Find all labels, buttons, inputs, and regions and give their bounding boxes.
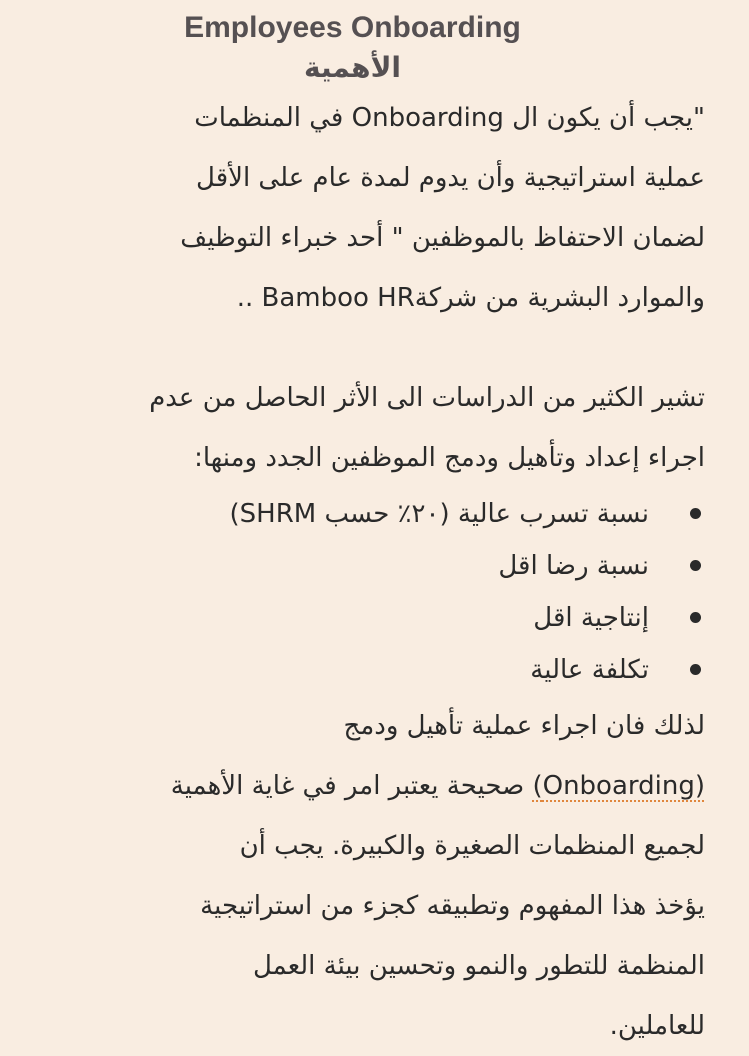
paragraph-gap — [40, 328, 705, 368]
conclusion-paragraph — [40, 696, 705, 1056]
bullet-dot-icon — [690, 664, 701, 675]
note-body[interactable] — [40, 8, 705, 1056]
bullet-dot-icon — [690, 560, 701, 571]
quote-line: لضمان الاحتفاظ بالموظفين " أحد خبراء التوظيف — [180, 223, 705, 253]
bullet-list — [40, 488, 705, 696]
bullet-text: نسبة تسرب عالية (٢٠٪ حسب SHRM) — [229, 499, 649, 529]
bullet-text: نسبة رضا اقل — [498, 551, 649, 581]
intro-line: تشير الكثير من الدراسات الى الأثر الحاصل من عدم — [149, 383, 705, 413]
bullet-text: إنتاجية اقل — [533, 603, 649, 633]
list-item — [40, 488, 705, 540]
conclusion-line-text: صحيحة يعتبر امر في غاية الأهمية — [170, 771, 533, 801]
list-item — [40, 644, 705, 696]
bullet-dot-icon — [690, 508, 701, 519]
quote-paragraph — [40, 88, 705, 328]
note-subtitle: الأهمية — [303, 51, 402, 84]
note-title: Employees Onboarding — [184, 11, 521, 44]
quote-line: عملية استراتيجية وأن يدوم لمدة عام على الأقل — [196, 163, 705, 193]
bullet-text: تكلفة عالية — [530, 655, 649, 685]
intro-line: اجراء إعداد وتأهيل ودمج الموظفين الجدد ومنها: — [194, 443, 705, 473]
quote-line: والموارد البشرية من شركةBamboo HR .. — [236, 283, 705, 313]
conclusion-line: المنظمة للتطور والنمو وتحسين بيئة العمل — [252, 951, 705, 981]
list-item — [40, 592, 705, 644]
conclusion-line: يؤخذ هذا المفهوم وتطبيقه كجزء من استراتيجية — [200, 891, 705, 921]
intro-paragraph — [40, 368, 705, 488]
quote-line: "يجب أن يكون ال Onboarding في المنظمات — [194, 103, 705, 133]
conclusion-line — [40, 756, 705, 816]
bullet-dot-icon — [690, 612, 701, 623]
spellcheck-word[interactable]: (Onboarding) — [532, 771, 705, 801]
list-item — [40, 540, 705, 592]
conclusion-line: لجميع المنظمات الصغيرة والكبيرة. يجب أن — [239, 831, 705, 861]
conclusion-line: للعاملين. — [609, 1011, 705, 1041]
conclusion-line: لذلك فان اجراء عملية تأهيل ودمج — [343, 711, 705, 741]
